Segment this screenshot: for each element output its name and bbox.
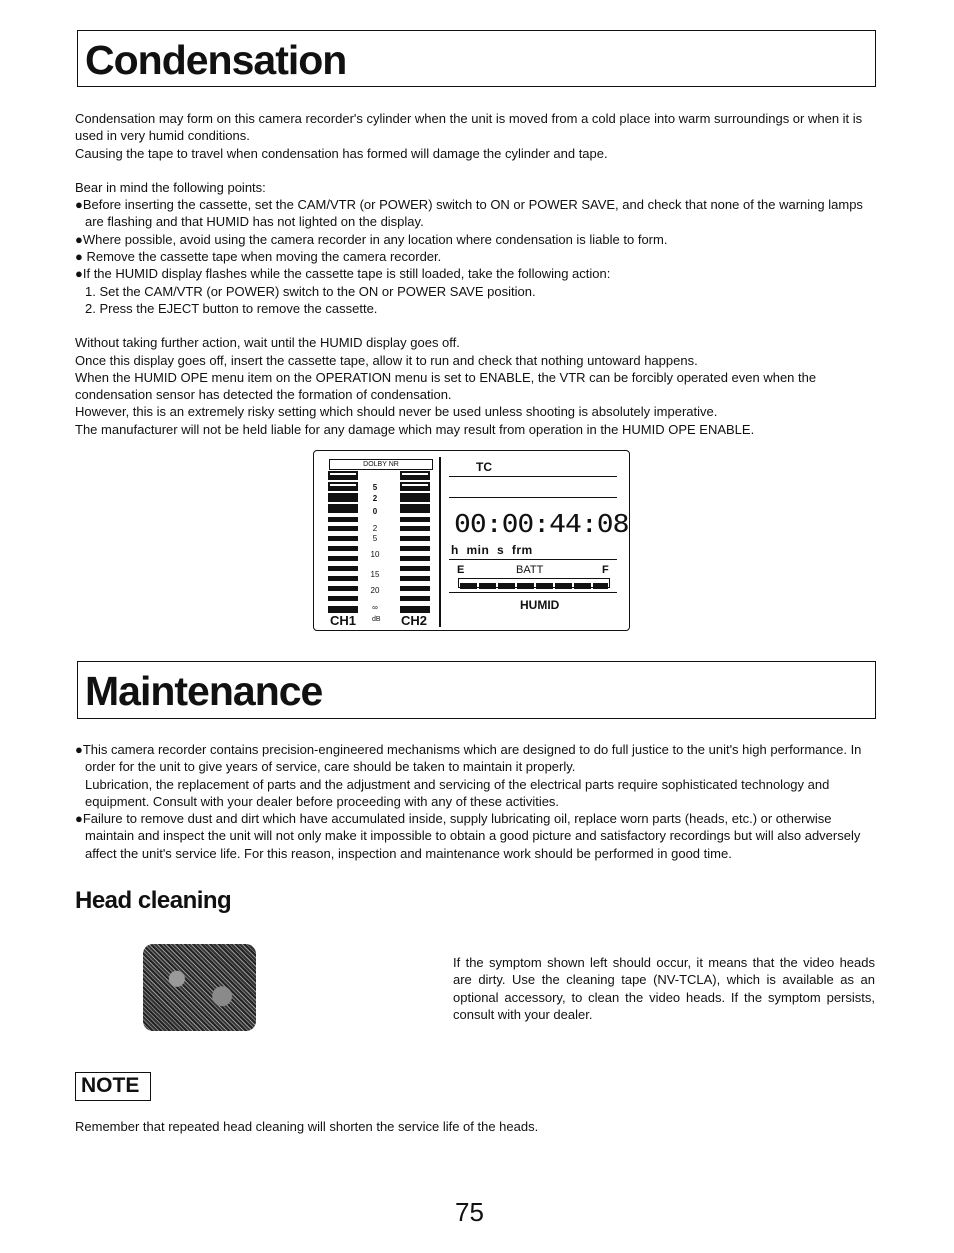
points-intro: Bear in mind the following points:	[75, 179, 266, 195]
batt-label: BATT	[516, 564, 544, 576]
meter-label-infinity: ∞	[372, 603, 378, 612]
timecode-units: h min s frm	[451, 543, 533, 557]
ch2-label: CH2	[401, 613, 428, 628]
condensation-p1: Condensation may form on this camera recorder's cylinder when the unit is moved from a cold place into warm surroundings or when it is used in very humid conditions.	[75, 111, 863, 144]
condensation-body	[75, 110, 875, 438]
meter-label-0-box: 0	[372, 507, 378, 516]
bullet-1: ●Before inserting the cassette, set the CAM/VTR (or POWER) switch to ON or POWER SAVE, and check that none of the warning lamps are flashing and that HUMID has not lighted on the display.	[75, 197, 863, 230]
maintenance-bullet-2: ●Failure to remove dust and dirt which have accumulated inside, supply lubricating oil, replace worn parts (heads, etc.) or otherwise maintain and inspect the unit will not only make it impossible to obtain a good picture and satisfactory recordings but will also adversely affect the unit's service life. For this reason, inspection and maintenance work should be performed in good time.	[75, 811, 861, 861]
db-label: dB	[372, 616, 381, 623]
note-label: NOTE	[81, 1074, 140, 1097]
battery-segments	[459, 582, 609, 590]
maintenance-title: Maintenance	[85, 668, 323, 714]
battery-gauge	[458, 578, 610, 588]
batt-empty-label: E	[457, 564, 465, 576]
humid-label: HUMID	[520, 598, 560, 612]
batt-full-label: F	[602, 564, 609, 576]
ch1-label: CH1	[330, 613, 357, 628]
noisy-picture-image	[143, 944, 256, 1031]
after-2: Once this display goes off, insert the cassette tape, allow it to run and check that nothing untoward happens.	[75, 352, 698, 368]
page-number: 75	[455, 1197, 484, 1227]
bullet-2: ●Where possible, avoid using the camera recorder in any location where condensation is liable to form.	[75, 231, 668, 247]
head-cleaning-title: Head cleaning	[75, 887, 232, 914]
meter-label-10: 10	[370, 550, 380, 559]
meter-label-20: 20	[370, 586, 380, 595]
after-3: When the HUMID OPE menu item on the OPERATION menu is set to ENABLE, the VTR can be forcibly operated even when the condensation sensor has detected the formation of condensation.	[75, 369, 817, 403]
maintenance-bullet-1: ●This camera recorder contains precision-engineered mechanisms which are designed to do full justice to the unit's high performance. In order for the unit to give years of service, care should be taken to maintain it properly.	[75, 742, 862, 775]
meter-label-15: 15	[370, 570, 380, 579]
bullet-3: ● Remove the cassette tape when moving the camera recorder.	[75, 249, 442, 265]
ch1-meter-bars	[328, 471, 358, 613]
display-panel	[313, 450, 630, 631]
note-text: Remember that repeated head cleaning will shorten the service life of the heads.	[75, 1119, 539, 1134]
ch2-meter-bars	[400, 471, 430, 613]
meter-label-5-box: 5	[372, 483, 378, 492]
bullet-4: ●If the HUMID display flashes while the cassette tape is still loaded, take the following action:	[75, 266, 611, 282]
head-cleaning-text: If the symptom shown left should occur, it means that the video heads are dirty. Use the cleaning tape (NV-TCLA), which is available as an optional accessory, to clean the video heads. If the symptom persists, consult with your dealer.	[453, 955, 875, 1022]
condensation-title: Condensation	[85, 37, 347, 83]
after-1: Without taking further action, wait until the HUMID display goes off.	[75, 335, 460, 351]
note-box	[75, 1072, 151, 1101]
rule-2	[449, 497, 617, 498]
condensation-p2: Causing the tape to travel when condensation has formed will damage the cylinder and tape.	[75, 145, 608, 161]
after-5: The manufacturer will not be held liable for any damage which may result from operation in the HUMID OPE ENABLE.	[75, 421, 755, 437]
tc-label: TC	[476, 460, 492, 474]
meter-label-2-box: 2	[372, 494, 378, 503]
timecode-digits: 00:00:44:08	[454, 508, 629, 539]
maintenance-bullet-1-cont: Lubrication, the replacement of parts and the adjustment and servicing of the electrical parts require sophisticated technology and equipment. Consult with your dealer before proceeding with any of these activities.	[85, 776, 830, 809]
rule-4	[449, 592, 617, 593]
step-2: 2. Press the EJECT button to remove the cassette.	[85, 300, 378, 316]
panel-divider	[439, 457, 441, 627]
step-1: 1. Set the CAM/VTR (or POWER) switch to the ON or POWER SAVE position.	[85, 283, 536, 299]
meter-label-5: 5	[372, 534, 378, 543]
dolby-nr-label: DOLBY NR	[329, 459, 433, 470]
meter-label-2: 2	[372, 524, 378, 533]
after-4: However, this is an extremely risky setting which should never be used unless shooting is absolutely imperative.	[75, 404, 718, 420]
rule-3	[449, 559, 617, 560]
rule-1	[449, 476, 617, 477]
maintenance-body	[75, 741, 875, 862]
